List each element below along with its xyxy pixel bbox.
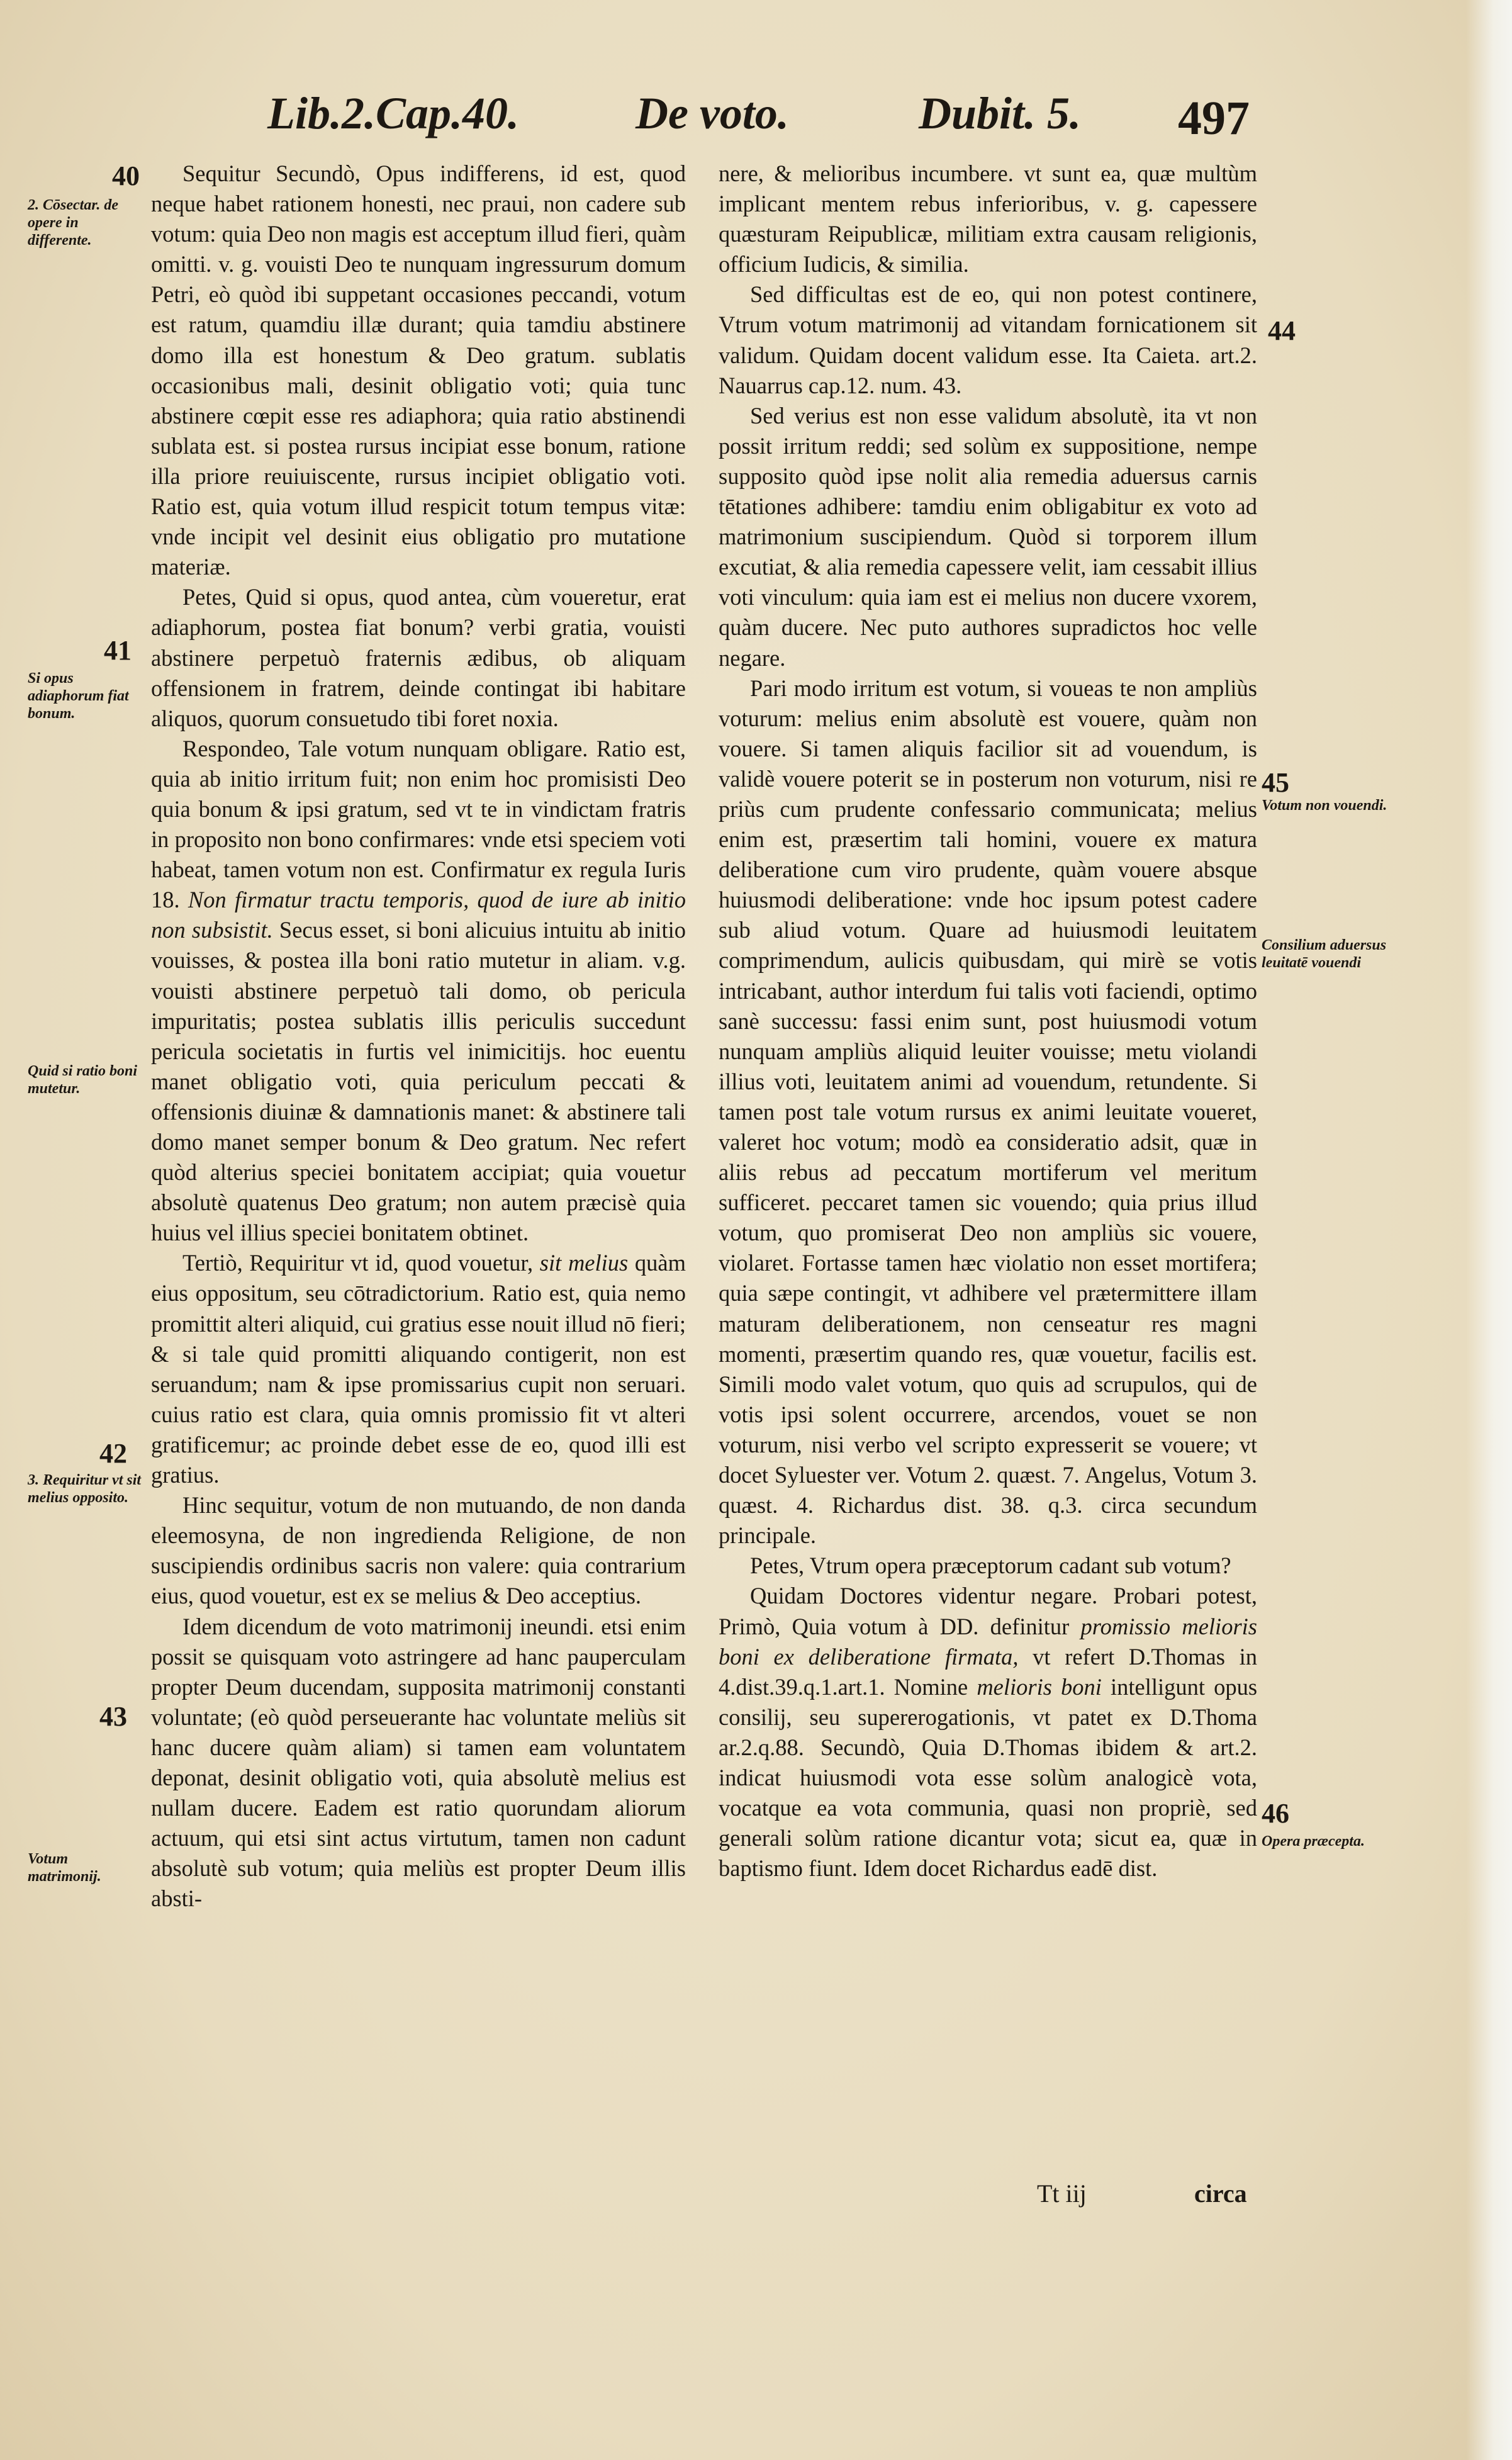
emphasis: sit melius: [539, 1250, 629, 1276]
paragraph-40: Sequitur Secundò, Opus indifferens, id est, quod neque habet rationem honesti, nec praui, non cadere sub votum: quia Deo non magis est acceptum illud fieri, quàm omitti. v. g. vouisti Deo te nunquam ingressurum domum Petri, eò quòd ibi suppetant occasiones peccandi, votum est ratum, quamdiu illæ durant; quia tamdiu abstinere domo illa est honestum & Deo gratum. sublatis occasionibus mali, desinit obligatio voti; quia tunc abstinere cœpit esse res adiaphora; quia ratio abstinendi sublata est. si postea rursus incipiat esse bonum, ratione illa priore reuiuiscente, rursus incipiet obligatio voti. Ratio est, quia votum illud respicit totum tempus vitæ: vnde incipit vel desinit eius obligatio pro mutatione materiæ.: [151, 160, 686, 580]
section-number-40: 40: [112, 160, 140, 191]
text-run: Tertiò, Requiritur vt id, quod vouetur,: [182, 1250, 534, 1276]
margin-note-41b: Quid si ratio boni mutetur.: [28, 1063, 138, 1097]
text-run: Secus esset, si boni alicuius intuitu ab initio vouisses, & postea illa boni ratio mutetur in aliam. v.g. vouisti abstinere perpetuò tali domo, ob pericula impuritatis; postea sublatis illis periculis succedunt pericula societatis in furtis vel inimicitijs. hoc euentu manet obligatio voti, quia periculum peccati & offensionis diuinæ & damnationis manet: & abstinere tali domo manet semper bonum & Deo gratum. Nec refert quòd alterius speciei bonitatem accipiat; quia vouetur absolutè quatenus Deo gratum; non autem præcisè quia huius vel illius speciei bonitatem obtinet.: [151, 917, 686, 1246]
section-number-44: 44: [1268, 315, 1296, 346]
paragraph-continued: nere, & melioribus incumbere. vt sunt ea, quæ multùm implicant mentem rebus inferioribus, v. g. capessere quæsturam Reipublicæ, militiam extra causam religionis, officium Iudicis, & similia.: [719, 160, 1257, 278]
paragraph-42: [151, 1248, 686, 1490]
text-run: vt refert D.Thomas in 4.dist.39.q.1.art.1. Nomine: [719, 1643, 1257, 1700]
paragraph-46: [719, 1581, 1257, 1884]
emphasis: melioris boni: [977, 1673, 1102, 1700]
margin-note-42: 3. Requiritur vt sit melius opposito.: [28, 1472, 142, 1506]
section-number-41: 41: [104, 635, 132, 666]
section-number-42: 42: [99, 1438, 127, 1469]
page-number: 497: [1178, 92, 1250, 145]
margin-note-45b: Consilium aduersus leuitatē vouendi: [1262, 937, 1387, 971]
section-number-43: 43: [99, 1701, 127, 1732]
header-dubit: Dubit. 5.: [919, 88, 1082, 138]
legal-rule-quote: Non firmatur tractu temporis, quod de iure ab initio non subsistit.: [151, 887, 686, 943]
section-number-46: 46: [1262, 1798, 1289, 1829]
section-number-45: 45: [1262, 767, 1289, 798]
paragraph-43-matrimony: Idem dicendum de voto matrimonij ineundi. etsi enim possit se quisquam voto astringere ad hanc pauperculam propter Deum ducendam, supposita matrimonij constanti voluntate; (eò quòd perseuerante hac voluntate meliùs sit hanc ducere quàm aliam) si tamen eam voluntatem deponat, desinit obligatio voti, quia absolutè melius est nullam ducere. Eadem est ratio quorundam aliorum actuum, qui etsi sint actus virtutum, tamen non cadunt absolutè sub votum; quia meliùs est propter Deum illis absti-: [151, 1613, 686, 1912]
margin-note-40: 2. Cōsectar. de opere in differente.: [28, 197, 118, 249]
text-run: Respondeo, Tale votum nunquam obligare. Ratio est, quia ab initio irritum fuit; non enim hoc promisisti Deo quia bonum & ipsi gratum, sed vt te in vindictam fratris in proposito non bono confirmares: vnde etsi speciem voti habeat, tamen votum non est. Confirmatur ex regula Iuris 18.: [151, 735, 686, 913]
header-topic: De voto.: [636, 88, 789, 138]
margin-note-46: Opera præcepta.: [1262, 1833, 1365, 1850]
header-book-chapter: Lib.2.Cap.40.: [267, 88, 520, 138]
paragraph-41: Petes, Quid si opus, quod antea, cùm voueretur, erat adiaphorum, postea fiat bonum? verbi gratia, vouisti abstinere perpetuò fraternis ædibus, ob aliquam offensionem in fratrem, deinde contingat ibi habitare aliquos, quorum consuetudo tibi foret noxia.: [151, 584, 686, 731]
text-run: quàm eius oppositum, seu cōtradictorium. Ratio est, quia nemo promittit alteri aliquid, cui gratius esse nouit illud nō fieri; & si tale quid promitti aliquando contigerit, non est seruandum; nam & ipse promissarius cupit non seruari. cuius ratio est clara, quia omnis promissio fit vt alteri gratificemur; ac proinde debet esse de eo, quod illi est gratius.: [151, 1250, 686, 1488]
text-run: Quidam Doctores videntur negare. Probari potest, Primò, Quia votum à DD. definitur: [719, 1583, 1257, 1639]
paragraph-43: Hinc sequitur, votum de non mutuando, de non danda eleemosyna, de non ingredienda Religione, de non suscipiendis ordinibus sacris non valere: quia contrarium eius, quod vouetur, est ex se melius & Deo acceptius.: [151, 1492, 686, 1609]
paragraph-46-question: Petes, Vtrum opera præceptorum cadant sub votum?: [750, 1553, 1231, 1579]
text-run: intelligunt opus consilij, seu supererogationis, vt patet ex D.Thoma ar.2.q.88. Secundò, Quia D.Thomas ibidem & art.2. indicat huiusmodi vota esse solùm analogicè vota, vocatque ea vota communia, quasi non propriè, sed generali solùm ratione dicantur vota; sicut ea, quæ in baptismo fiunt. Idem docet Richardus eadē dist.: [719, 1673, 1258, 1882]
paragraph-44-response: Sed verius est non esse validum absolutè, ita vt non possit irritum reddi; sed solùm ex suppositione, nempe supposito quòd ipse nolit alia remedia aduersus carnis tētationes adhibere: tamdiu enim obligabitur ex voto ad matrimonium suscipiendum. Quòd si torporem illum excutiat, & alia remedia capessere velit, iam cessabit illius voti vinculum: quia iam est ei melius non ducere vxorem, quàm ducere. Nec puto authores supradictos hoc velle negare.: [719, 402, 1257, 671]
left-column: [151, 159, 686, 1914]
margin-note-43: Votum matrimonij.: [28, 1851, 101, 1885]
catchword: circa: [1194, 2179, 1247, 2208]
right-column: [719, 159, 1257, 1884]
paragraph-45: Pari modo irritum est votum, si voueas te non ampliùs voturum: melius enim absolutè est vouere, quàm non vouere. Si tamen aliquis facilior sit ad vouendum, is validè vouere poterit se in posterum non voturum, nisi re priùs cum prudente confessario communicata; melius enim est, præsertim tali homini, vouere ex matura deliberatione cum viro prudente, quàm vouere absque huiusmodi deliberatione: vnde hoc ipsum potest cadere sub aliud votum. Quare ad huiusmodi leuitatem comprimendum, aulicis quibusdam, qui mirè se votis intricabant, author interdum fui talis voti faciendi, optimo sanè successu: fassi enim sunt, post huiusmodi votum nunquam ampliùs aliquid leuiter vouisse; metu violandi illius voti, leuitatem animi ad vouendum, retundente. Si tamen post tale votum rursus ex animi leuitate voueret, valeret hoc votum; modò ea consideratio adsit, quæ in aliis rebus ad peccatum mortiferum vel meritum sufficeret. peccaret tamen sic vouendo; quia prius illud votum, quo promiserat Deo non ampliùs sic vouere, violaret. Fortasse tamen hæc violatio non esset mortifera; quia sæpe contingit, vt adhibere vel prætermittere illam maturam deliberationem, non censeatur res magni momenti, præsertim quando res, quæ vouetur, facilis est. Simili modo valet votum, quo quis ad scrupulos, qui de votis ipsi solent occurrere, arcendos, vouet se non voturum, nisi verbo vel scripto expresserit se vouere; vt docet Syluester ver. Votum 2. quæst. 7. Angelus, Votum 3. quæst. 4. Richardus dist. 38. q.3. circa secundum principale.: [719, 675, 1257, 1549]
running-header: [0, 82, 1512, 157]
signature-mark: Tt iij: [1037, 2179, 1087, 2208]
emphasis: promissio melioris boni ex deliberatione firmata,: [719, 1613, 1258, 1670]
margin-note-41: Si opus adiaphorum fiat bonum.: [28, 670, 129, 722]
margin-note-45: Votum non vouendi.: [1262, 797, 1387, 814]
page-edge: [1466, 0, 1512, 2460]
paragraph-41-response: [151, 734, 686, 1249]
paragraph-44: Sed difficultas est de eo, qui non potest continere, Vtrum votum matrimonij ad vitandam fornicationem sit validum. Quidam docent validum esse. Ita Caieta. art.2. Nauarrus cap.12. num. 43.: [719, 281, 1257, 398]
